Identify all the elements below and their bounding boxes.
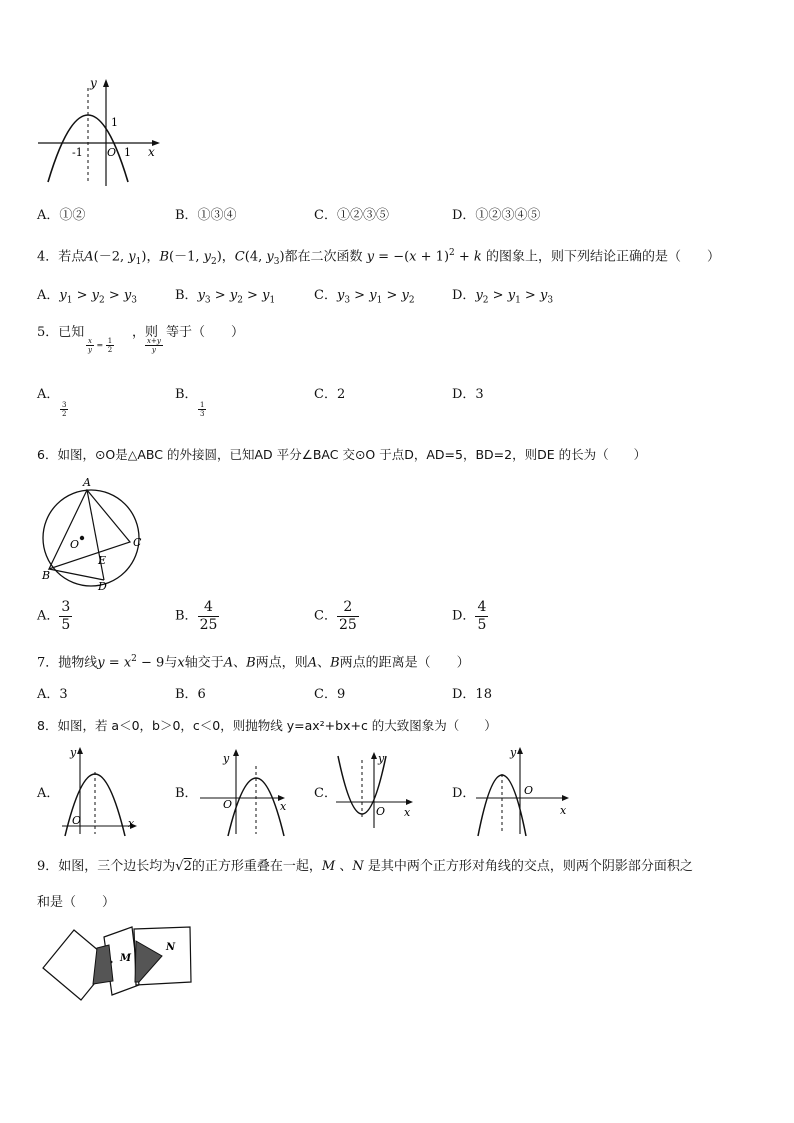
svg-text:O: O bbox=[376, 805, 386, 818]
q6-label-e: E bbox=[98, 554, 107, 567]
q3-option-d[interactable]: D．①②③④⑤ bbox=[452, 208, 541, 223]
q3-option-a[interactable]: A．①② bbox=[37, 208, 86, 223]
q3-one-x-label: 1 bbox=[124, 146, 131, 159]
q7-option-b[interactable]: B．6 bbox=[175, 687, 206, 702]
q9-question-line2: 和是（ ） bbox=[37, 895, 116, 910]
q7-option-d[interactable]: D．18 bbox=[452, 687, 492, 702]
q8-option-c[interactable]: C． bbox=[314, 786, 337, 801]
q5-option-a[interactable]: A． bbox=[37, 387, 60, 402]
q6-label-d: D bbox=[98, 580, 107, 593]
q6-question: 6．如图，⊙O是△ABC 的外接圆，已知AD 平分∠BAC 交⊙O 于点D，AD=5，BD=2，则DE 的长为（ ） bbox=[37, 447, 647, 462]
q8-graph-d[interactable] bbox=[474, 744, 574, 836]
q9-label-m: M bbox=[120, 953, 132, 964]
q3-y-label: y bbox=[90, 76, 97, 90]
q5-option-b[interactable]: B． bbox=[175, 387, 198, 402]
q9-question-line1: 9．如图，三个边长均为√2的正方形重叠在一起，M 、N 是其中两个正方形对角线的交点，则两个阴影部分面积之 bbox=[37, 859, 693, 874]
svg-text:y: y bbox=[70, 746, 77, 759]
q5-option-b-fraction: $\frac{1}{3}$ bbox=[200, 401, 205, 418]
q4-option-c[interactable]: C．$y_3 > y_1 > y_2$ bbox=[314, 288, 415, 306]
svg-text:y: y bbox=[510, 746, 517, 759]
svg-text:x: x bbox=[560, 804, 567, 817]
q6-label-b: B bbox=[42, 569, 51, 582]
q4-option-b[interactable]: B．$y_3 > y_2 > y_1$ bbox=[175, 288, 276, 306]
q6-option-d[interactable]: D． $\frac{4}{5}$ bbox=[452, 599, 487, 633]
q3-neg-one-label: -1 bbox=[72, 146, 83, 159]
q3-origin-label: O bbox=[107, 146, 117, 159]
q5-given-ratio: $\frac{x}{y}$ = $\frac{1}{2}$ bbox=[88, 337, 113, 354]
q5-option-a-fraction: $\frac{3}{2}$ bbox=[62, 401, 67, 418]
svg-text:x: x bbox=[280, 800, 287, 813]
q6-label-o: O bbox=[70, 538, 80, 551]
q4-option-d[interactable]: D．$y_2 > y_1 > y_3$ bbox=[452, 288, 554, 306]
q3-option-b[interactable]: B．①③④ bbox=[175, 208, 237, 223]
q6-label-c: C bbox=[133, 536, 142, 549]
q8-question: 8．如图，若 a＜0，b＞0，c＜0，则抛物线 y=ax²+bx+c 的大致图象为（ ） bbox=[37, 718, 497, 733]
q8-option-a[interactable]: A． bbox=[37, 786, 60, 801]
q8-option-d[interactable]: D． bbox=[452, 786, 476, 801]
svg-text:O: O bbox=[524, 784, 534, 797]
q6-circle-figure bbox=[34, 476, 146, 594]
q7-option-a[interactable]: A．3 bbox=[37, 687, 68, 702]
q8-option-b[interactable]: B． bbox=[175, 786, 198, 801]
q6-label-a: A bbox=[83, 476, 91, 489]
svg-text:x: x bbox=[404, 806, 411, 819]
q5-option-d[interactable]: D．3 bbox=[452, 387, 484, 402]
q8-graph-b[interactable] bbox=[198, 746, 293, 836]
q3-one-y-label: 1 bbox=[111, 116, 118, 129]
q4-question: 4．若点A(－2, $y_1$)，B(－1, $y_2$)，C(4, $y_3$)都在二次函数 $y = -(x + 1)^2 + k$ 的图象上，则下列结论正确的是（ ） bbox=[37, 248, 720, 267]
svg-text:O: O bbox=[72, 814, 82, 827]
q8-graph-a[interactable] bbox=[60, 744, 140, 836]
svg-text:x: x bbox=[128, 817, 135, 830]
q4-option-a[interactable]: A．$y_1 > y_2 > y_3$ bbox=[37, 288, 138, 306]
svg-text:y: y bbox=[223, 752, 230, 765]
q5-target-ratio: $\frac{x+y}{y}$ bbox=[147, 337, 161, 354]
q9-label-n: N bbox=[166, 942, 176, 953]
q6-option-c[interactable]: C． $\frac{2}{25}$ bbox=[314, 599, 357, 633]
q9-squares-figure bbox=[40, 924, 200, 1016]
q3-parabola-graph bbox=[36, 74, 166, 189]
q6-option-a[interactable]: A． $\frac{3}{5}$ bbox=[37, 599, 71, 633]
q6-option-b[interactable]: B． $\frac{4}{25}$ bbox=[175, 599, 218, 633]
q5-option-c[interactable]: C．2 bbox=[314, 387, 346, 402]
q7-option-c[interactable]: C．9 bbox=[314, 687, 346, 702]
q8-graph-c[interactable] bbox=[334, 750, 419, 830]
svg-text:O: O bbox=[223, 798, 233, 811]
q3-x-label: x bbox=[148, 145, 155, 159]
q5-question: 5．已知 bbox=[37, 325, 85, 340]
svg-text:y: y bbox=[378, 752, 385, 765]
q3-option-c[interactable]: C．①②③⑤ bbox=[314, 208, 389, 223]
q7-question: 7．抛物线$y = x^2 - 9$与x轴交于A、B两点，则A、B两点的距离是（ ） bbox=[37, 654, 470, 671]
